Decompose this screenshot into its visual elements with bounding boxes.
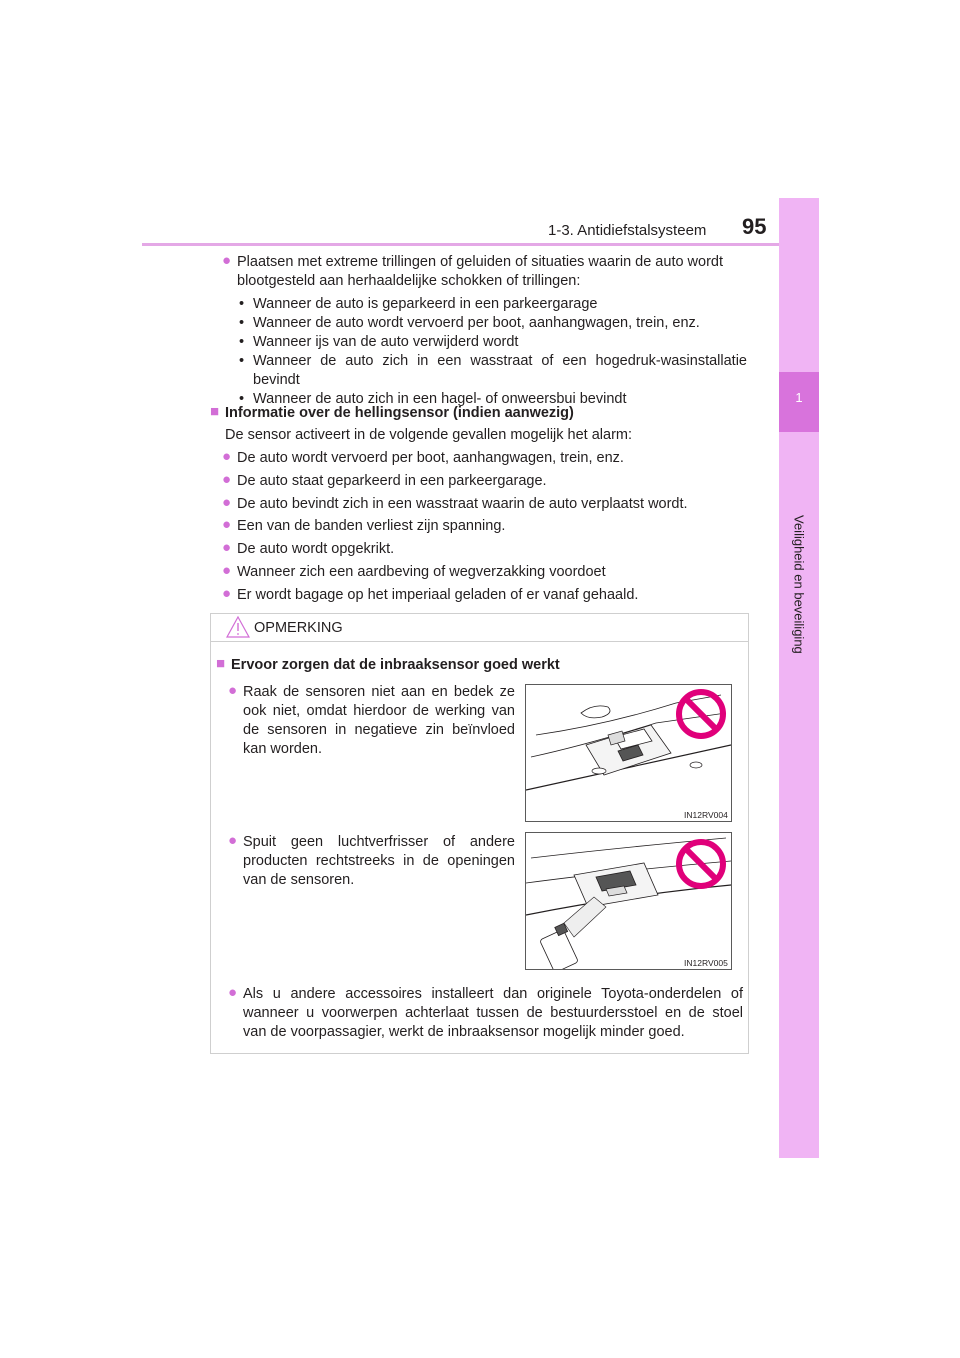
tilt-bullet: Een van de banden verliest zijn spanning. [237, 518, 506, 534]
tilt-bullet: De auto wordt vervoerd per boot, aanhangwagen, trein, enz. [237, 450, 624, 466]
notice-divider [211, 641, 748, 642]
list-item: Wanneer de auto is geparkeerd in een parkeergarage [253, 296, 598, 312]
tilt-bullet: Wanneer zich een aardbeving of wegverzakking voordoet [237, 564, 606, 580]
list-item-continuation: bevindt [253, 372, 300, 388]
tilt-bullet: Er wordt bagage op het imperiaal geladen of er vanaf gehaald. [237, 587, 639, 603]
bullet-circle-icon: ● [222, 471, 232, 488]
square-bullet-icon: ■ [216, 655, 226, 672]
intro-bullet-text: Plaatsen met extreme trillingen of geluiden of situaties waarin de auto wordt blootgesteld aan herhaaldelijke schokken of trillingen: [237, 254, 724, 289]
bullet-circle-icon: ● [222, 448, 232, 465]
bullet-circle-icon: ● [228, 984, 238, 1001]
bullet-circle-icon: ● [222, 252, 232, 269]
intro-subitem-list: • Wanneer de auto is geparkeerd in een parkeergarage • Wanneer de auto wordt vervoerd per boot, aanhangwagen, trein, enz. • Wanneer ijs van de auto verwijderd wordt • Wanneer de auto zich in een wasstraat of een hogedruk-wasinstallatie bevindt • Wanneer de auto zich in een hagel- of onweersbui bevindt [239, 296, 747, 407]
header-rule [142, 243, 819, 246]
notice-item-2: Spuit geen luchtverfrisser of andere producten rechtstreeks in de openingen van de sensoren. [243, 834, 515, 888]
section-title: 1-3. Antidiefstalsysteem [548, 222, 707, 239]
bullet-circle-icon: ● [222, 585, 232, 602]
tilt-bullet: De auto bevindt zich in een wasstraat waarin de auto verplaatst wordt. [237, 496, 688, 512]
notice-heading: Ervoor zorgen dat de inbraaksensor goed werkt [231, 657, 560, 673]
figure-1-label: IN12RV004 [684, 810, 728, 820]
bullet-circle-icon: ● [222, 539, 232, 556]
tilt-bullet: De auto wordt opgekrikt. [237, 541, 395, 557]
list-item: Wanneer de auto zich in een hagel- of onweersbui bevindt [253, 391, 627, 407]
notice-item-1: Raak de sensoren niet aan en bedek ze ook niet, omdat hierdoor de werking van de sensoren in negatieve zin beïnvloed kan worden. [243, 684, 515, 757]
tilt-bullet: De auto staat geparkeerd in een parkeergarage. [237, 473, 547, 489]
notice-item-3: Als u andere accessoires installeert dan originele Toyota-onderdelen of wanneer u voorwerpen achterlaat tussen de bestuurdersstoel en de stoel van de voorpassagier, werkt de inbraaksensor mogelijk minder goed. [243, 986, 743, 1040]
no-symbol-icon [675, 688, 727, 740]
list-item: Wanneer de auto wordt vervoerd per boot, aanhangwagen, trein, enz. [253, 315, 700, 331]
page-number: 95 [742, 214, 767, 239]
list-item: Wanneer de auto zich in een wasstraat of een hogedruk-wasinstallatie [253, 353, 747, 369]
list-item: Wanneer ijs van de auto verwijderd wordt [253, 334, 519, 350]
notice-title: OPMERKING [254, 620, 343, 636]
bullet-circle-icon: ● [222, 562, 232, 579]
bullet-circle-icon: ● [222, 494, 232, 511]
bullet-circle-icon: ● [228, 682, 238, 699]
figure-2-label: IN12RV005 [684, 958, 728, 968]
no-symbol-icon [675, 838, 727, 890]
square-bullet-icon: ■ [210, 403, 220, 420]
warning-triangle-icon [226, 616, 250, 638]
chapter-title: Veiligheid en beveiliging [791, 515, 807, 654]
chapter-side-tab [779, 198, 819, 1158]
bullet-circle-icon: ● [222, 516, 232, 533]
tilt-section-intro: De sensor activeert in de volgende gevallen mogelijk het alarm: [225, 427, 633, 443]
bullet-circle-icon: ● [228, 832, 238, 849]
tilt-section-heading: Informatie over de hellingsensor (indien aanwezig) [225, 405, 574, 421]
chapter-number: 1 [795, 390, 803, 405]
